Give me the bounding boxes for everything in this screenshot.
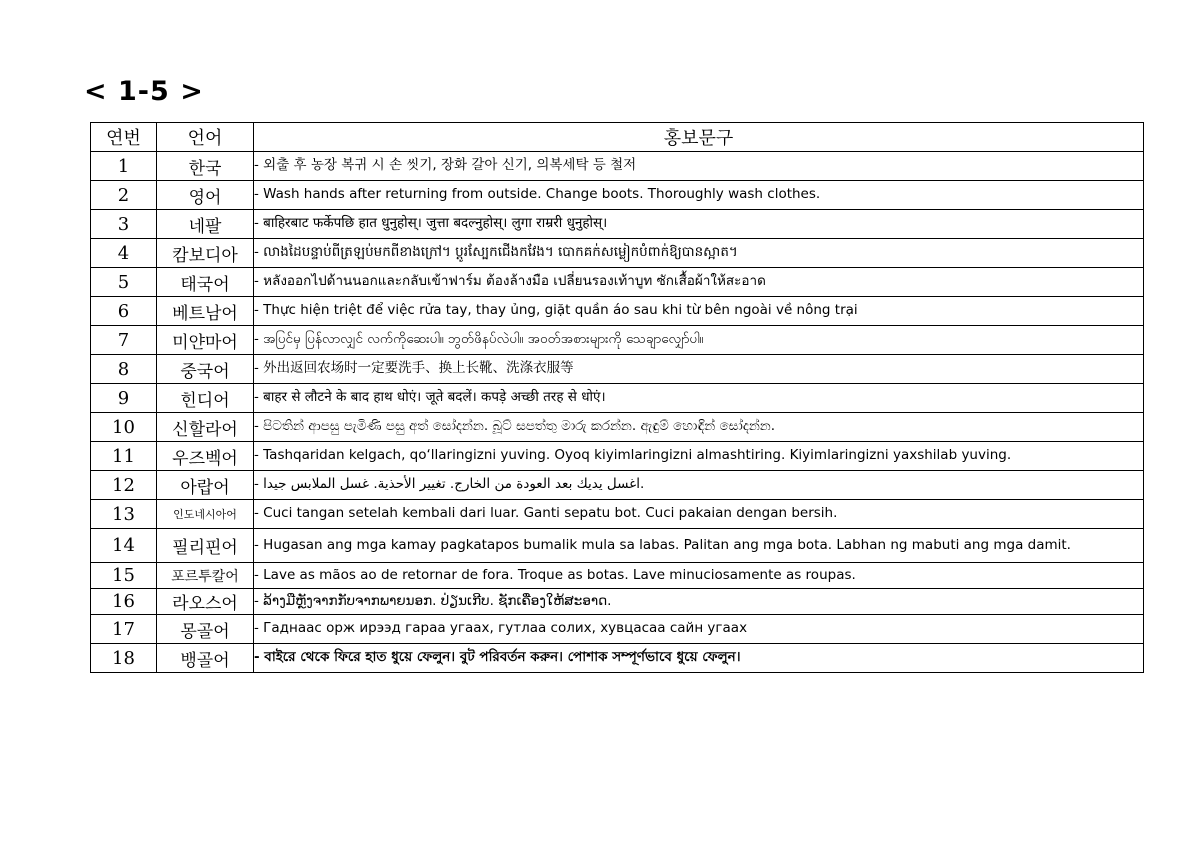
row-language: 힌디어 <box>157 384 254 413</box>
table-row <box>91 384 1144 413</box>
row-language: 필리핀어 <box>157 529 254 563</box>
header-slogan: 홍보문구 <box>254 123 1144 152</box>
row-slogan: - Lave as mãos ao de retornar de fora. Troque as botas. Lave minuciosamente as roupas. <box>254 563 1144 589</box>
row-language: 인도네시아어 <box>157 500 254 529</box>
table-row <box>91 326 1144 355</box>
row-number: 13 <box>91 500 157 529</box>
row-slogan: - အပြင်မှ ပြန်လာလျှင် လက်ကိုဆေးပါ။ ဘွတ်ဖိနပ်လဲပါ။ အဝတ်အစားများကို သေချာလျှော်ပါ။ <box>254 326 1144 355</box>
row-slogan: - Tashqaridan kelgach, qo‘llaringizni yuving. Oyoq kiyimlaringizni almashtiring. Kiyimlaringizni yaxshilab yuving. <box>254 442 1144 471</box>
row-number: 5 <box>91 268 157 297</box>
row-slogan: - Thực hiện triệt để việc rửa tay, thay ủng, giặt quần áo sau khi từ bên ngoài về nông trại <box>254 297 1144 326</box>
row-slogan: - Cuci tangan setelah kembali dari luar. Ganti sepatu bot. Cuci pakaian dengan bersih. <box>254 500 1144 529</box>
row-number: 9 <box>91 384 157 413</box>
table-row <box>91 500 1144 529</box>
row-language: 포르투칼어 <box>157 563 254 589</box>
table-row <box>91 297 1144 326</box>
row-language: 중국어 <box>157 355 254 384</box>
table-row <box>91 210 1144 239</box>
row-number: 3 <box>91 210 157 239</box>
row-language: 네팔 <box>157 210 254 239</box>
row-language: 영어 <box>157 181 254 210</box>
table-row <box>91 268 1144 297</box>
table-row <box>91 355 1144 384</box>
row-slogan: - Hugasan ang mga kamay pagkatapos bumalik mula sa labas. Palitan ang mga bota. Labhan ng mabuti ang mga damit. <box>254 529 1144 563</box>
header-row <box>91 123 1144 152</box>
row-slogan: - Wash hands after returning from outside. Change boots. Thoroughly wash clothes. <box>254 181 1144 210</box>
row-language: 뱅골어 <box>157 644 254 673</box>
page-title: < 1-5 > <box>84 76 204 107</box>
row-language: 몽골어 <box>157 615 254 644</box>
row-number: 12 <box>91 471 157 500</box>
row-number: 1 <box>91 152 157 181</box>
row-language: 한국 <box>157 152 254 181</box>
table-row <box>91 563 1144 589</box>
table-row <box>91 181 1144 210</box>
row-number: 6 <box>91 297 157 326</box>
row-language: 아랍어 <box>157 471 254 500</box>
row-number: 7 <box>91 326 157 355</box>
row-slogan: - 外出返回农场时一定要洗手、换上长靴、洗涤衣服等 <box>254 355 1144 384</box>
slogan-table <box>90 122 1144 673</box>
row-slogan: - اغسل يديك بعد العودة من الخارج. تغيير الأحذية. غسل الملابس جيدا. <box>254 471 1144 500</box>
row-slogan: - বাইরে থেকে ফিরে হাত ধুয়ে ফেলুন। বুট পরিবর্তন করুন। পোশাক সম্পূর্ণভাবে ধুয়ে ফেলুন। <box>254 644 1144 673</box>
row-language: 신할라어 <box>157 413 254 442</box>
table-row <box>91 589 1144 615</box>
row-slogan: - លាងដៃបន្ទាប់ពីត្រឡប់មកពីខាងក្រៅ។ ប្តូរស្បែកជើងកវែង។ បោកគក់សម្លៀកបំពាក់ឱ្យបានស្អាត។ <box>254 239 1144 268</box>
row-number: 4 <box>91 239 157 268</box>
row-number: 2 <box>91 181 157 210</box>
row-language: 태국어 <box>157 268 254 297</box>
table-row <box>91 239 1144 268</box>
row-number: 18 <box>91 644 157 673</box>
row-language: 우즈벡어 <box>157 442 254 471</box>
row-number: 14 <box>91 529 157 563</box>
row-slogan: - 외출 후 농장 복귀 시 손 씻기, 장화 갈아 신기, 의복세탁 등 철저 <box>254 152 1144 181</box>
table-row <box>91 529 1144 563</box>
row-number: 11 <box>91 442 157 471</box>
row-slogan: - बाहिरबाट फर्केपछि हात धुनुहोस्। जुत्ता बदल्नुहोस्। लुगा राम्ररी धुनुहोस्। <box>254 210 1144 239</box>
row-slogan: - ລ້າງມືຫຼັງຈາກກັບຈາກພາຍນອກ. ປ່ຽນເກີບ. ຊັກເຄື່ອງໃຫ້ສະອາດ. <box>254 589 1144 615</box>
row-language: 라오스어 <box>157 589 254 615</box>
row-slogan: - หลังออกไปด้านนอกและกลับเข้าฟาร์ม ต้องล้างมือ เปลี่ยนรองเท้าบูท ซักเสื้อผ้าให้สะอาด <box>254 268 1144 297</box>
header-no: 연번 <box>91 123 157 152</box>
table-row <box>91 442 1144 471</box>
row-language: 베트남어 <box>157 297 254 326</box>
row-slogan: - बाहर से लौटने के बाद हाथ धोएं। जूते बदलें। कपड़े अच्छी तरह से धोएं। <box>254 384 1144 413</box>
row-number: 8 <box>91 355 157 384</box>
header-language: 언어 <box>157 123 254 152</box>
row-number: 15 <box>91 563 157 589</box>
row-language: 미얀마어 <box>157 326 254 355</box>
row-slogan: - Гаднаас орж ирээд гараа угаах, гутлаа солих, хувцасаа сайн угаах <box>254 615 1144 644</box>
row-slogan: - පිටතින් ආපසු පැමිණි පසු අත් සෝදන්න. බූට් සපත්තු මාරු කරන්න. ඇඳුම් හොඳින් සෝදන්න. <box>254 413 1144 442</box>
table-row <box>91 413 1144 442</box>
table-row <box>91 644 1144 673</box>
row-number: 16 <box>91 589 157 615</box>
row-number: 10 <box>91 413 157 442</box>
row-language: 캄보디아 <box>157 239 254 268</box>
table-row <box>91 152 1144 181</box>
row-number: 17 <box>91 615 157 644</box>
table-row <box>91 615 1144 644</box>
table-row <box>91 471 1144 500</box>
